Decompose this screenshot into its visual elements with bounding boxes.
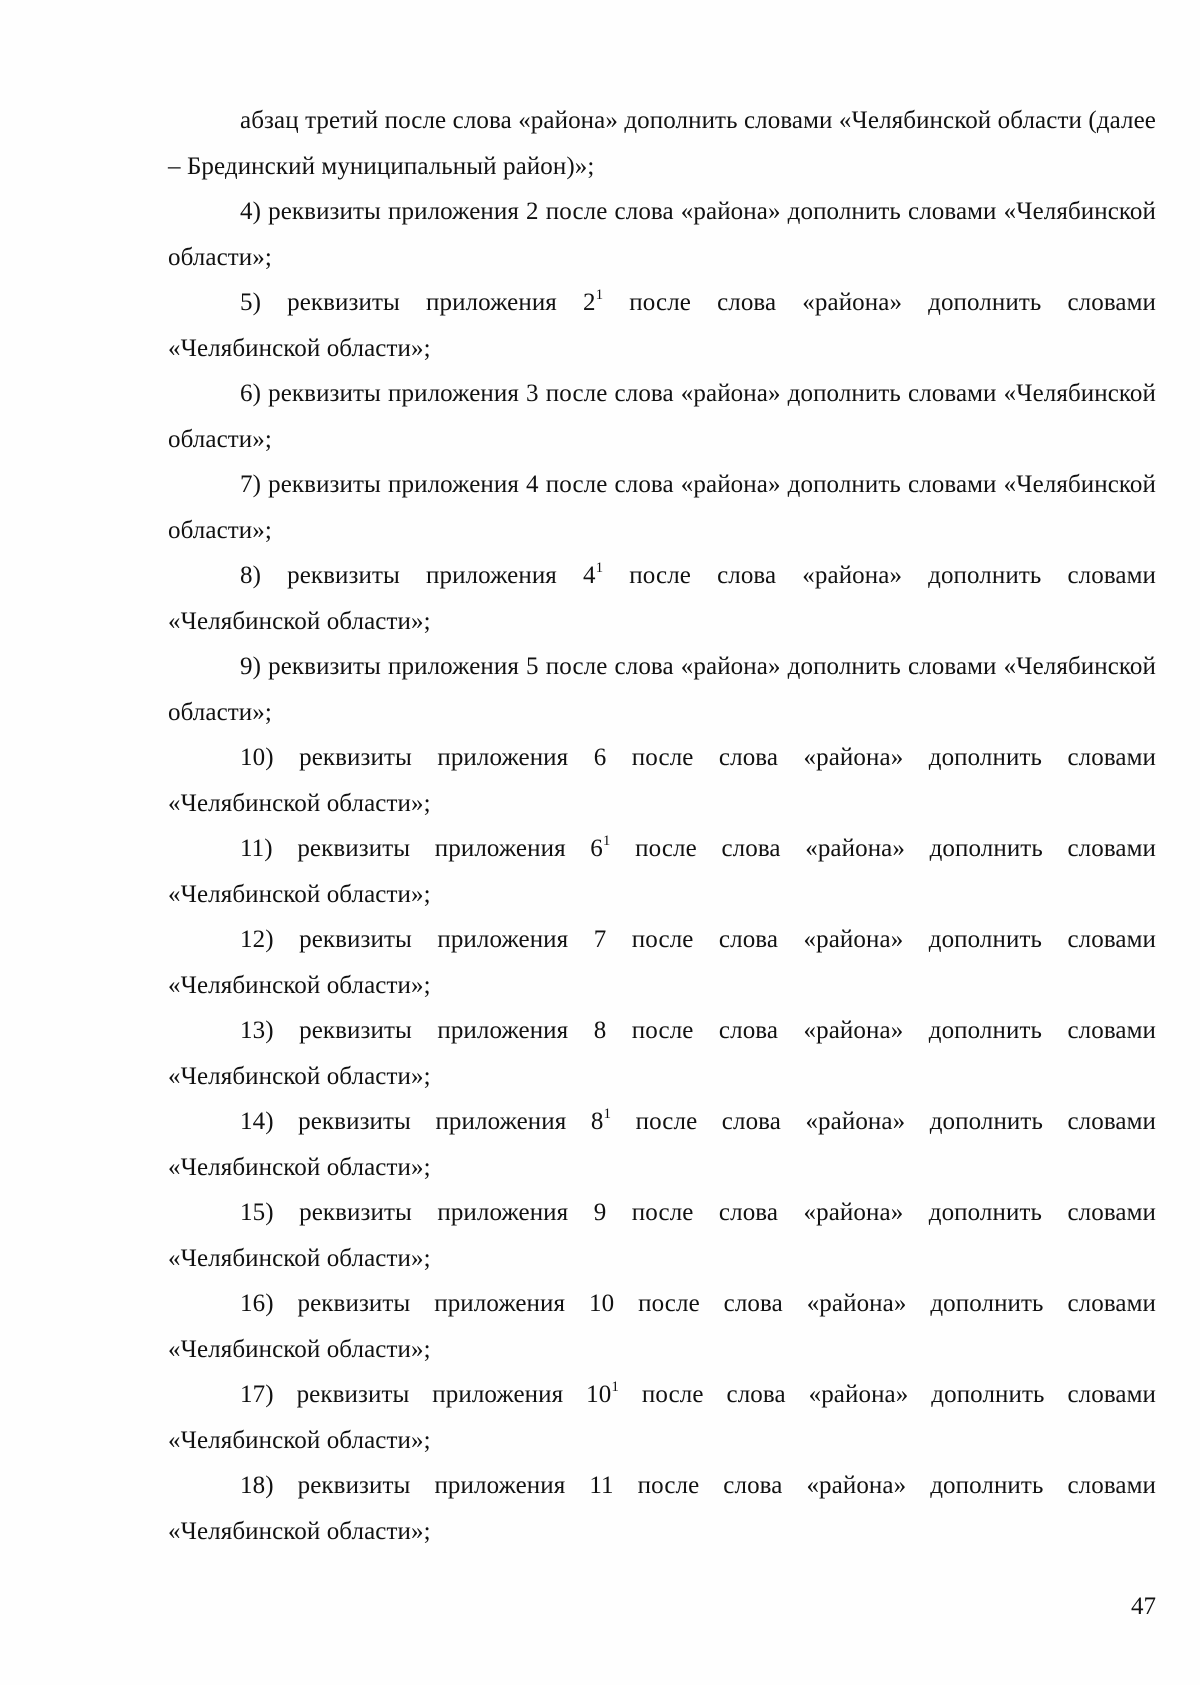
superscript-index: 1: [611, 1378, 619, 1395]
superscript-index: 1: [603, 1105, 612, 1122]
paragraph-item-12: 12) реквизиты приложения 7 после слова «района» дополнить словами «Челябинской области»;: [168, 926, 1156, 999]
page-number: 47: [1131, 1593, 1156, 1620]
paragraph-item-7: 7) реквизиты приложения 4 после слова «района» дополнить словами «Челябинской области»;: [168, 471, 1156, 544]
paragraph-item-8: 8) реквизиты приложения $4^1$ после слова «района» дополнить словами «Челябинской области»;: [168, 559, 1156, 635]
paragraph-item-17: 17) реквизиты приложения $10^1$ после слова «района» дополнить словами «Челябинской области»;: [168, 1378, 1156, 1454]
paragraph-item-6: 6) реквизиты приложения 3 после слова «района» дополнить словами «Челябинской области»;: [168, 380, 1156, 453]
superscript-index: 1: [602, 832, 611, 849]
paragraph-item-10: 10) реквизиты приложения 6 после слова «района» дополнить словами «Челябинской области»;: [168, 744, 1156, 817]
paragraph-item-14: 14) реквизиты приложения $8^1$ после слова «района» дополнить словами «Челябинской области»;: [168, 1105, 1156, 1181]
document-body: [168, 98, 1156, 1554]
paragraph-item-13: 13) реквизиты приложения 8 после слова «района» дополнить словами «Челябинской области»;: [168, 1017, 1156, 1090]
superscript-index: 1: [595, 559, 604, 576]
superscript-index: 1: [595, 286, 604, 303]
paragraph-item-9: 9) реквизиты приложения 5 после слова «района» дополнить словами «Челябинской области»;: [168, 653, 1156, 726]
paragraph-item-11: 11) реквизиты приложения $6^1$ после слова «района» дополнить словами «Челябинской области»;: [168, 832, 1156, 908]
paragraph-item-16: 16) реквизиты приложения 10 после слова «района» дополнить словами «Челябинской области»;: [168, 1290, 1156, 1363]
paragraph-item-15: 15) реквизиты приложения 9 после слова «района» дополнить словами «Челябинской области»;: [168, 1199, 1156, 1272]
paragraph-intro: абзац третий после слова «района» дополнить словами «Челябинской области (далее – Брединский муниципальный район)»;: [168, 107, 1156, 180]
paragraph-item-5: 5) реквизиты приложения $2^1$ после слова «района» дополнить словами «Челябинской области»;: [168, 286, 1156, 362]
paragraph-item-4: 4) реквизиты приложения 2 после слова «района» дополнить словами «Челябинской области»;: [168, 198, 1156, 271]
paragraph-item-18: 18) реквизиты приложения 11 после слова «района» дополнить словами «Челябинской области»;: [168, 1472, 1156, 1545]
